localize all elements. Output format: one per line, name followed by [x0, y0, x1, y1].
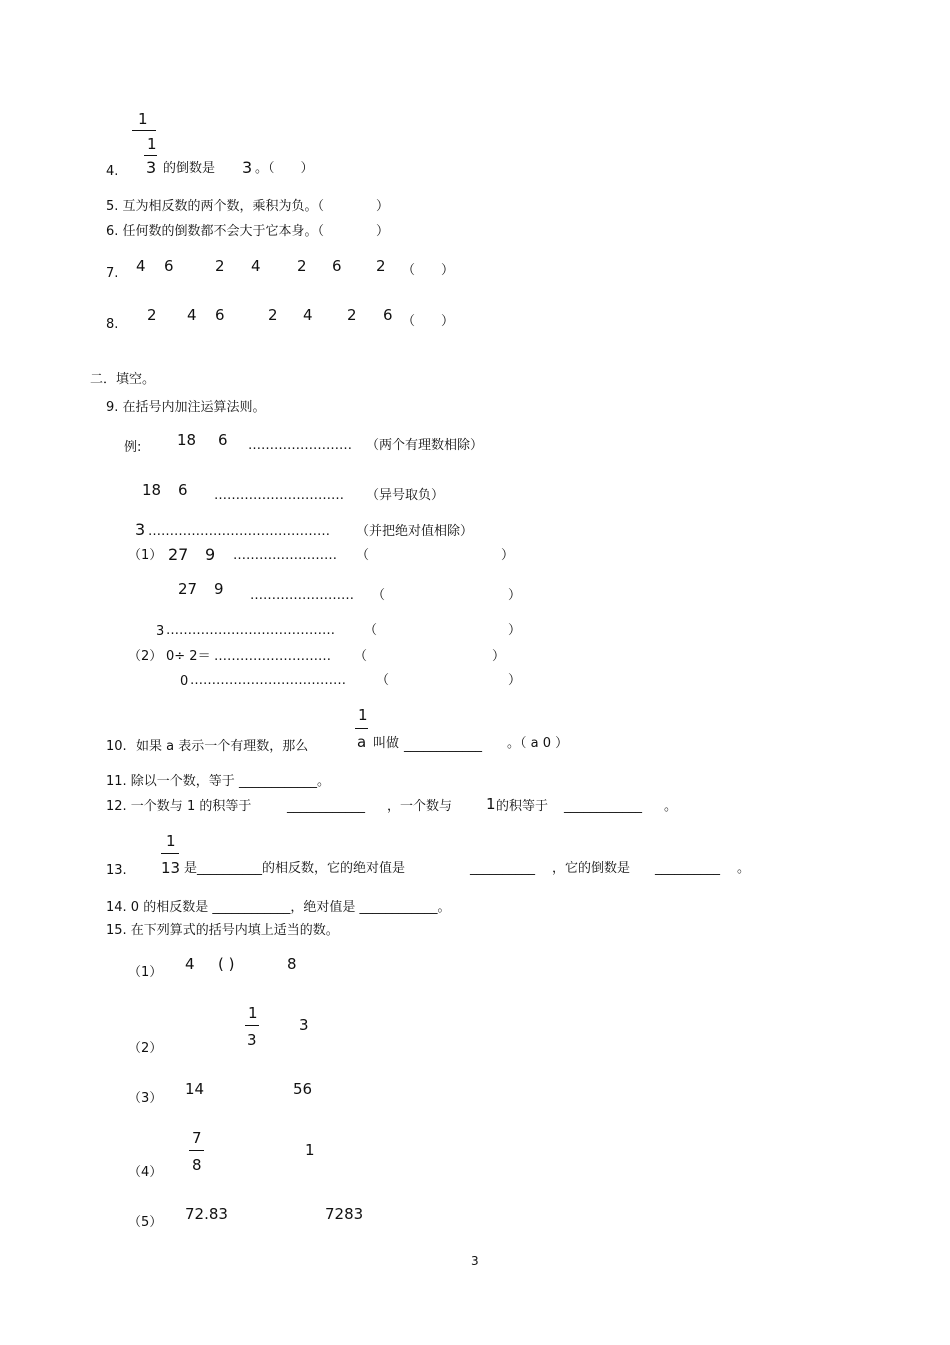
q9-p1a-close: ）	[501, 548, 515, 563]
q15-item5-a: 72.83	[185, 1205, 228, 1223]
q9-p2a-expression: 0÷ 2＝	[166, 649, 211, 664]
q15-item1-b: 8	[287, 955, 297, 973]
q9-p2b-open: （	[376, 673, 390, 688]
q15-item1-label: （1）	[128, 965, 163, 980]
q15-item2-b: 3	[299, 1016, 309, 1034]
q12-tail: 。	[664, 799, 678, 814]
q9-p2b-num: 0	[180, 674, 189, 689]
q8-paren: （ ）	[402, 314, 455, 329]
q15-item4-numerator: 7	[192, 1129, 202, 1147]
q7-paren: （ ）	[402, 263, 455, 278]
q8-num-5: 4	[303, 306, 313, 324]
q9-p1a-num-2: 9	[205, 545, 216, 564]
q13-denominator: 13	[161, 859, 181, 877]
q9-ex3-note: （并把绝对值相除）	[356, 524, 474, 539]
q15-item4-fraction-bar	[189, 1150, 204, 1151]
q15-item3-label: （3）	[128, 1091, 163, 1106]
q7-num-7: 2	[376, 257, 386, 275]
q8-num-2: 4	[187, 306, 197, 324]
q13-number: 13.	[106, 863, 127, 878]
q9-ex3-num: 3	[135, 520, 146, 539]
q13-text1: 是__________的相反数，它的绝对值是	[184, 861, 406, 876]
q13-text2: ，它的倒数是	[552, 861, 631, 876]
q15-item5-b: 7283	[325, 1205, 364, 1223]
q7-num-4: 4	[251, 257, 261, 275]
q13-blank: __________	[470, 861, 535, 876]
q10-number: 10.	[106, 739, 127, 754]
q10-text: 如果 a 表示一个有理数，那么	[136, 739, 309, 754]
q12-blank2: ____________	[564, 799, 642, 814]
q4-text: 的倒数是	[163, 161, 216, 176]
q11: 11. 除以一个数，等于 ____________。	[106, 774, 330, 789]
q9-p1b-open: （	[372, 588, 386, 603]
q9-p1b-close: ）	[508, 588, 522, 603]
q15-item3-a: 14	[185, 1080, 205, 1098]
q14: 14. 0 的相反数是 ____________，绝对值是 ____________。	[106, 900, 451, 915]
q4-inner-numerator: 1	[147, 135, 157, 153]
q8-num-3: 6	[215, 306, 225, 324]
q12-text2: ，一个数与	[387, 799, 453, 814]
q4-outer-fraction-bar	[132, 130, 156, 131]
q9-part1-label: （1）	[128, 548, 163, 563]
q9-part2-label: （2）	[128, 649, 163, 664]
q9-p1c-close: ）	[508, 623, 522, 638]
page-number: 3	[471, 1254, 479, 1268]
q9-ex1-note: （两个有理数相除）	[366, 438, 484, 453]
q12-value: 1	[486, 795, 496, 813]
q13-blank2: __________	[655, 861, 720, 876]
q9-p2a-close: ）	[492, 649, 506, 664]
q15-item2-numerator: 1	[248, 1004, 258, 1022]
q15-item4-b: 1	[305, 1141, 315, 1159]
q4-inner-denominator: 3	[146, 158, 157, 177]
q9-ex1-dots: ……………………	[248, 438, 352, 453]
q9-p1a-open: （	[356, 548, 370, 563]
q15-item5-label: （5）	[128, 1215, 163, 1230]
q8-num-1: 2	[147, 306, 157, 324]
q10-denominator: a	[357, 733, 367, 751]
q9-p1b-dots: ……………………	[250, 588, 354, 603]
q9-p1a-dots: ……………………	[233, 548, 337, 563]
q13-numerator: 1	[166, 832, 176, 850]
q13-fraction-bar	[161, 853, 179, 854]
q9-p1c-dots: …………………………………	[166, 623, 335, 638]
q10-blank: ____________	[404, 738, 482, 753]
q9-ex2-num-1: 18	[142, 481, 162, 499]
q8-num-7: 6	[383, 306, 393, 324]
q9-ex2-num-2: 6	[178, 481, 188, 499]
q15-title: 15. 在下列算式的括号内填上适当的数。	[106, 923, 339, 938]
q8-number: 8.	[106, 317, 119, 332]
q15-item4-label: （4）	[128, 1165, 163, 1180]
q7-num-1: 4	[136, 257, 146, 275]
q15-item4-denominator: 8	[192, 1156, 202, 1174]
q9-p2a-open: （	[354, 649, 368, 664]
q15-item2-fraction-bar	[245, 1025, 259, 1026]
q9-ex2-dots: …………………………	[214, 488, 344, 503]
section-heading: 二．填空。	[90, 372, 156, 387]
q15-item3-b: 56	[293, 1080, 313, 1098]
q8-num-6: 2	[347, 306, 357, 324]
q10-fraction-bar	[355, 728, 368, 729]
q4-outer-numerator: 1	[138, 110, 148, 128]
q7-num-2: 6	[164, 257, 174, 275]
q9-p1a-num-1: 27	[168, 545, 189, 564]
q13-tail: 。	[737, 861, 751, 876]
q7-number: 7.	[106, 266, 119, 281]
q9-p1c-num: 3	[156, 624, 165, 639]
q8-num-4: 2	[268, 306, 278, 324]
q9-p2a-dots: ………………………	[214, 649, 331, 664]
q9-title: 9. 在括号内加注运算法则。	[106, 400, 266, 415]
q7-num-6: 6	[332, 257, 342, 275]
q9-p1b-num-1: 27	[178, 580, 198, 598]
q9-ex1-num-2: 6	[218, 431, 228, 449]
q9-ex3-dots: ……………………………………	[148, 524, 330, 539]
q9-p1b-num-2: 9	[214, 580, 224, 598]
q15-item2-label: （2）	[128, 1041, 163, 1056]
q15-item1-a: 4	[185, 955, 195, 973]
q9-ex1-num-1: 18	[177, 431, 197, 449]
q12-text1: 12. 一个数与 1 的积等于	[106, 799, 252, 814]
q9-p2b-dots: ………………………………	[190, 673, 346, 688]
q15-item2-denominator: 3	[247, 1031, 257, 1049]
q7-num-5: 2	[297, 257, 307, 275]
q9-p1c-open: （	[364, 623, 378, 638]
q10-text2: 叫做	[373, 736, 400, 751]
q7-num-3: 2	[215, 257, 225, 275]
q10-numerator: 1	[358, 706, 368, 724]
q4-tail: 。（ ）	[255, 161, 314, 176]
q9-example-label: 例:	[124, 440, 142, 455]
q9-p2b-close: ）	[508, 673, 522, 688]
q12-text3: 的积等于	[496, 799, 549, 814]
q4-value: 3	[242, 158, 253, 177]
q4-inner-fraction-bar	[144, 155, 157, 156]
q9-ex2-note: （异号取负）	[366, 488, 445, 503]
q5: 5. 互为相反数的两个数，乘积为负。（ ）	[106, 199, 390, 214]
q10-tail: 。（ a 0 ）	[507, 736, 569, 751]
q12-blank1: ____________	[287, 799, 365, 814]
q15-item1-paren: ( )	[218, 955, 235, 973]
q4-number: 4.	[106, 164, 119, 179]
q6: 6. 任何数的倒数都不会大于它本身。（ ）	[106, 224, 390, 239]
